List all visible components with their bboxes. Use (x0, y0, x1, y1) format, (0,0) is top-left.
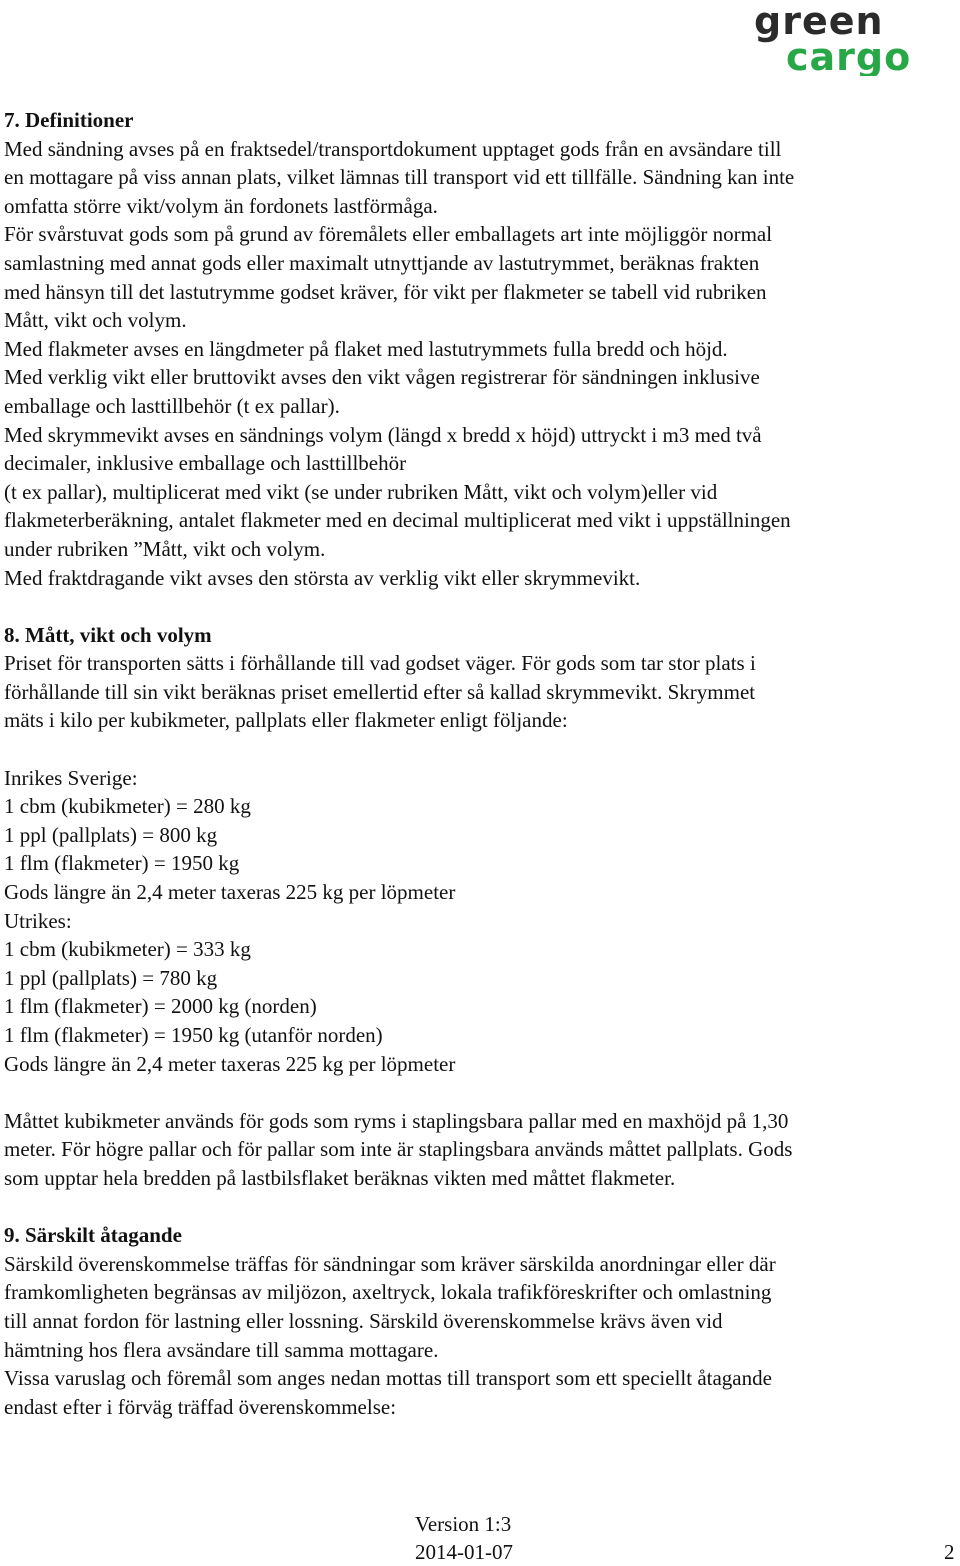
text-line: Utrikes: (4, 908, 72, 933)
text-line: Med flakmeter avses en längdmeter på flaket med lastutrymmets fulla bredd och höjd. (4, 336, 728, 361)
footer-version: Version 1:3 (415, 1512, 512, 1536)
text-line: meter. För högre pallar och för pallar som inte är staplingsbara används måttet pallplats. Gods (4, 1137, 793, 1162)
text-line: Mått, vikt och volym. (4, 308, 187, 333)
text-line: Måttet kubikmeter används för gods som ryms i staplingsbara pallar med en maxhöjd på 1,30 (4, 1108, 789, 1133)
section-heading: 8. Mått, vikt och volym (4, 622, 212, 647)
green-cargo-logo (754, 4, 938, 76)
text-line: (t ex pallar), multiplicerat med vikt (se under rubriken Mått, vikt och volym)eller vid (4, 479, 718, 504)
text-line: Särskild överenskommelse träffas för sändningar som kräver särskilda anordningar eller där (4, 1251, 776, 1276)
logo-word-green: green (754, 4, 884, 43)
text-line: Med sändning avses på en fraktsedel/transportdokument upptaget gods från en avsändare till (4, 136, 782, 161)
text-line: Priset för transporten sätts i förhållande till vad godset väger. För gods som tar stor plats i (4, 651, 756, 676)
blank-line (4, 1078, 949, 1107)
text-line: Med verklig vikt eller bruttovikt avses den vikt vågen registrerar för sändningen inklusive (4, 365, 760, 390)
text-line: 1 flm (flakmeter) = 2000 kg (norden) (4, 994, 317, 1019)
text-line: 1 ppl (pallplats) = 780 kg (4, 965, 218, 990)
blank-line (4, 592, 949, 621)
logo-graphic (754, 4, 938, 76)
text-line: emballage och lasttillbehör (t ex pallar). (4, 393, 340, 418)
document-body (4, 106, 949, 1421)
text-line: För svårstuvat gods som på grund av föremålets eller emballagets art inte möjliggör normal (4, 222, 773, 247)
text-line: till annat fordon för lastning eller lossning. Särskild överenskommelse krävs även vid (4, 1308, 723, 1333)
text-line: Med skrymmevikt avses en sändnings volym (längd x bredd x höjd) uttryckt i m3 med två (4, 422, 762, 447)
blank-line (4, 1193, 949, 1222)
text-line: 1 cbm (kubikmeter) = 280 kg (4, 794, 251, 819)
text-line: endast efter i förväg träffad överenskommelse: (4, 1394, 397, 1419)
text-line: 1 ppl (pallplats) = 800 kg (4, 822, 218, 847)
text-line: 1 flm (flakmeter) = 1950 kg (4, 851, 240, 876)
text-line: 1 flm (flakmeter) = 1950 kg (utanför norden) (4, 1023, 383, 1047)
text-line: flakmeterberäkning, antalet flakmeter med en decimal multiplicerat med vikt i uppställningen (4, 508, 791, 533)
text-line: mäts i kilo per kubikmeter, pallplats eller flakmeter enligt följande: (4, 708, 568, 733)
text-line: Med fraktdragande vikt avses den största av verklig vikt eller skrymmevikt. (4, 565, 641, 590)
text-line: Inrikes Sverige: (4, 765, 138, 790)
text-line: som upptar hela bredden på lastbilsflaket beräknas vikten med måttet flakmeter. (4, 1165, 676, 1190)
text-line: 1 cbm (kubikmeter) = 333 kg (4, 937, 251, 962)
logo-word-cargo: cargo (786, 35, 912, 76)
text-line: hämtning hos flera avsändare till samma mottagare. (4, 1337, 439, 1362)
text-line: decimaler, inklusive emballage och lasttillbehör (4, 451, 407, 476)
footer-date: 2014-01-07 (415, 1540, 513, 1564)
page-number: 2 (944, 1540, 955, 1564)
section-heading: 7. Definitioner (4, 108, 134, 132)
text-line: förhållande till sin vikt beräknas priset emellertid efter så kallad skrymmevikt. Skrymmet (4, 679, 756, 704)
text-line: Vissa varuslag och föremål som anges nedan mottas till transport som ett speciellt åtagande (4, 1366, 772, 1391)
text-line: Gods längre än 2,4 meter taxeras 225 kg per löpmeter (4, 1051, 456, 1076)
text-line: med hänsyn till det lastutrymme godset kräver, för vikt per flakmeter se tabell vid rubriken (4, 279, 767, 304)
blank-line (4, 735, 949, 764)
text-line: en mottagare på viss annan plats, vilket lämnas till transport vid ett tillfälle. Sändning kan inte (4, 165, 795, 190)
text-line: omfatta större vikt/volym än fordonets lastförmåga. (4, 193, 438, 218)
text-line: framkomligheten begränsas av miljözon, axeltryck, lokala trafikföreskrifter och omlastning (4, 1280, 772, 1305)
section-heading: 9. Särskilt åtagande (4, 1223, 182, 1248)
text-line: samlastning med annat gods eller maximalt utnyttjande av lastutrymmet, beräknas frakten (4, 250, 760, 275)
text-line: Gods längre än 2,4 meter taxeras 225 kg per löpmeter (4, 880, 456, 905)
text-line: under rubriken ”Mått, vikt och volym. (4, 536, 326, 561)
